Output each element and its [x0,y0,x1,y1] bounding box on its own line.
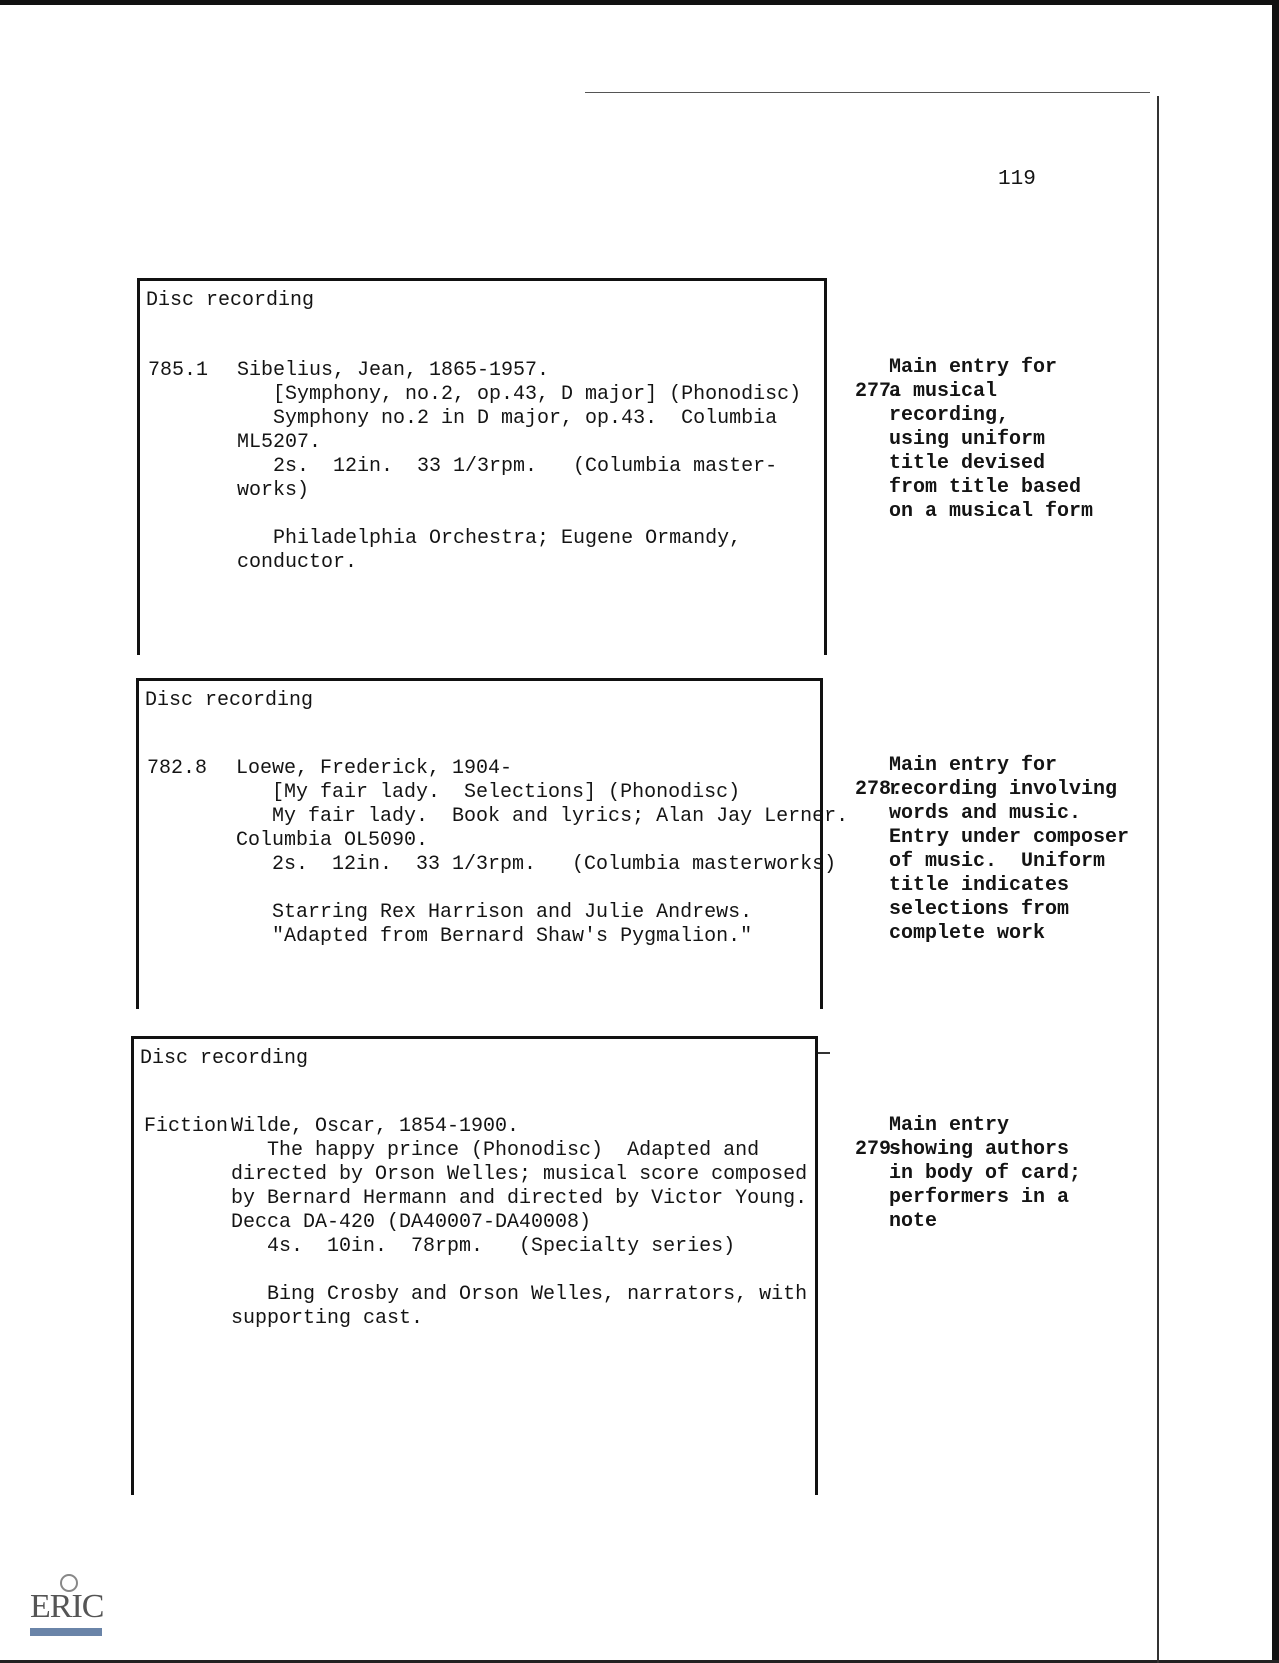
page-edge-top [0,0,1279,5]
note-text: Main entry for recording involving words and music. Entry under composer of music. Uniform title indicates selections from complete work [889,754,1130,945]
catalog-card [137,278,827,655]
logo-bar [30,1628,102,1636]
card-type-label: Disc recording [140,1047,309,1070]
call-number: 785.1 [148,359,209,382]
card-body: Wilde, Oscar, 1854-1900. The happy prince (Phonodisc) Adapted and directed by Orson Welles; musical score composed by Bernard Hermann and directed by Victor Young. Decca DA-420 (DA40007-DA40008) 4s. 10in. 78rpm. (Specialty series) Bing Crosby and Orson Welles, narrators, with supporting cast. [231,1115,808,1330]
page-edge-right [1272,0,1279,1663]
page-number: 119 [998,168,1036,191]
card-type-label: Disc recording [145,689,314,712]
catalog-card [131,1036,818,1495]
logo-text: ERIC [30,1588,104,1625]
right-rule [1157,96,1159,1663]
card-body: Loewe, Frederick, 1904- [My fair lady. Selections] (Phonodisc) My fair lady. Book and lyrics; Alan Jay Lerner. Columbia OL5090. 2s. 12in. 33 1/3rpm. (Columbia masterworks) Starring Rex Harrison and Julie Andrews. "Adapted from Bernard Shaw's Pygmalion." [236,757,849,948]
logo-dot-icon [60,1574,78,1592]
eric-logo [30,1588,104,1643]
call-number: Fiction [144,1115,229,1138]
note-number: 278. [855,778,904,801]
card-body: Sibelius, Jean, 1865-1957. [Symphony, no.2, op.43, D major] (Phonodisc) Symphony no.2 in D major, op.43. Columbia ML5207. 2s. 12in. 33 1/3rpm. (Columbia master- works) Philadelphia Orchestra; Eugene Ormandy, conductor. [237,359,802,574]
top-rule [585,92,1150,93]
catalog-card [136,678,849,1009]
margin-dash [818,1052,830,1054]
note-text: Main entry for a musical recording, using uniform title devised from title based on a musical form [889,356,1094,523]
call-number: 782.8 [147,757,208,780]
note-number: 277. [855,380,904,403]
note-number: 279. [855,1138,904,1161]
note-text: Main entry showing authors in body of card; performers in a note [889,1114,1082,1233]
card-type-label: Disc recording [146,289,315,312]
